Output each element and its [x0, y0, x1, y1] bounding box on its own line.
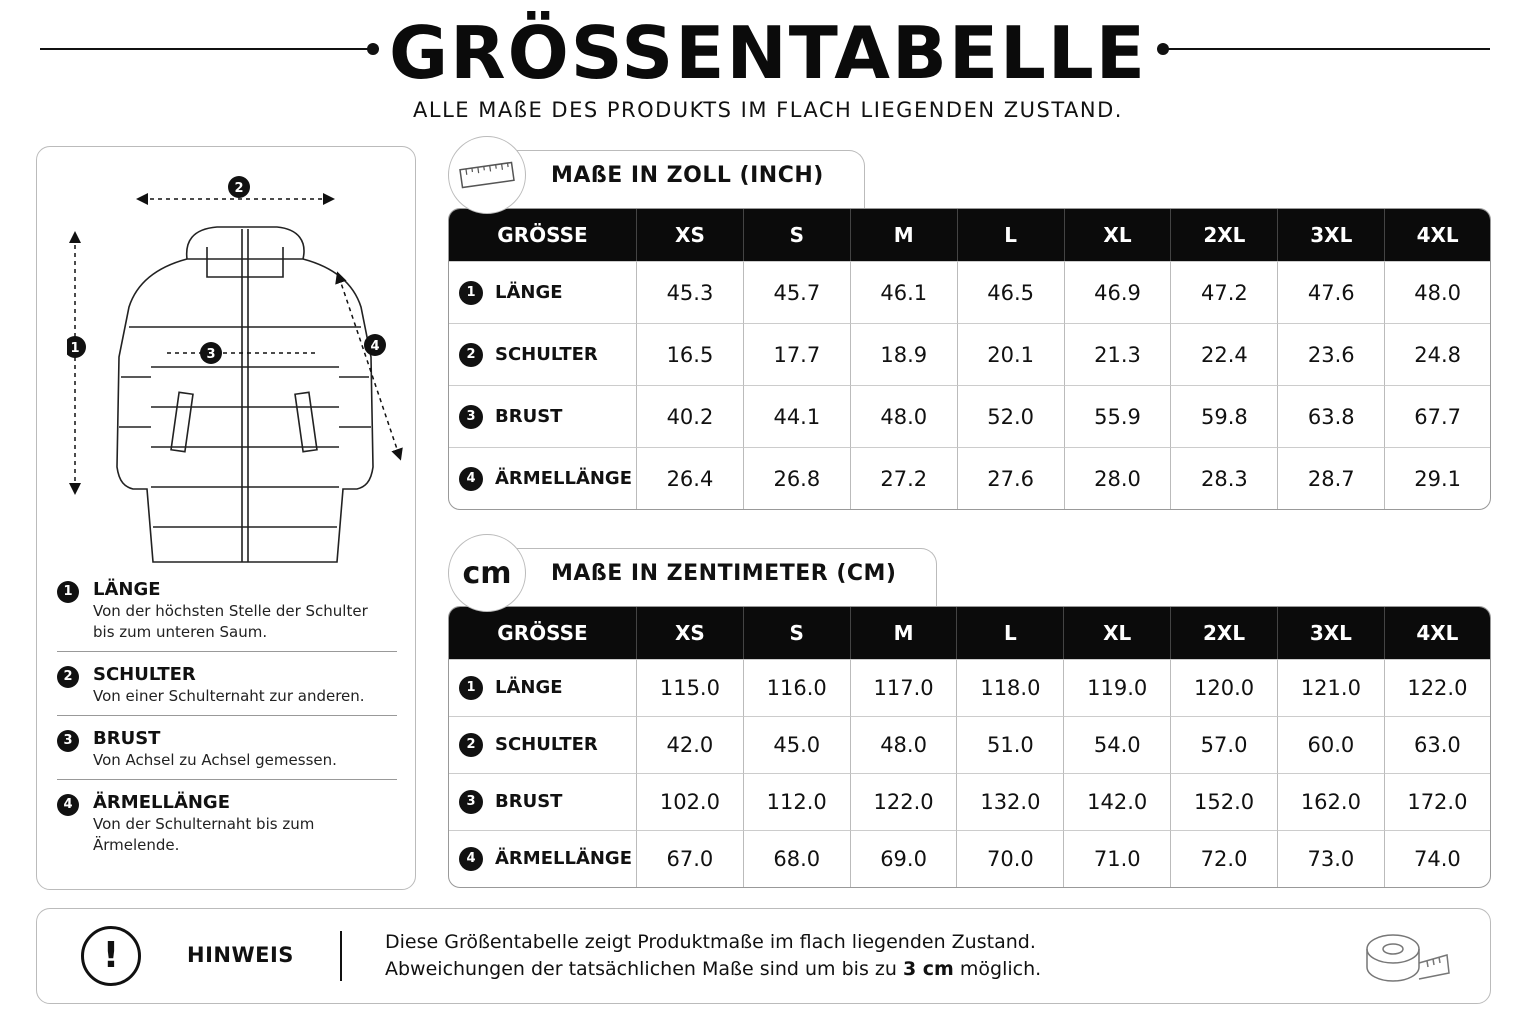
note-text — [385, 929, 1041, 983]
table-cell: 28.0 — [1065, 447, 1172, 509]
legend-item-shoulder — [57, 664, 397, 716]
inch-table-title: MAßE IN ZOLL (INCH) — [490, 150, 865, 210]
table-cell: 26.4 — [637, 447, 744, 509]
table-cell: 29.1 — [1385, 447, 1490, 509]
legend-number: 2 — [57, 666, 79, 688]
column-header: L — [957, 607, 1064, 659]
table-cell: 18.9 — [851, 323, 958, 385]
legend-number: 1 — [57, 581, 79, 603]
jacket-diagram — [67, 167, 407, 587]
table-cell: 45.3 — [637, 261, 744, 323]
table-row — [449, 447, 1490, 509]
table-cell: 52.0 — [958, 385, 1065, 447]
table-cell: 16.5 — [637, 323, 744, 385]
column-header: S — [744, 209, 851, 261]
table-cell: 122.0 — [1385, 659, 1490, 716]
column-header: 3XL — [1278, 607, 1385, 659]
row-name: ÄRMELLÄNGE — [495, 848, 633, 869]
column-header: 2XL — [1171, 607, 1278, 659]
table-cell: 63.8 — [1278, 385, 1385, 447]
column-header: S — [744, 607, 851, 659]
table-cell: 115.0 — [637, 659, 744, 716]
cm-table-section — [448, 548, 1491, 888]
table-cell: 44.1 — [744, 385, 851, 447]
column-header: L — [958, 209, 1065, 261]
table-cell: 119.0 — [1064, 659, 1171, 716]
cm-table-title: MAßE IN ZENTIMETER (CM) — [490, 548, 937, 608]
table-row — [449, 659, 1490, 716]
table-cell: 142.0 — [1064, 773, 1171, 830]
table-cell: 40.2 — [637, 385, 744, 447]
note-line-1: Diese Größentabelle zeigt Produktmaße im flach liegenden Zustand. — [385, 931, 1036, 953]
column-header: GRÖSSE — [449, 607, 637, 659]
legend-title: ÄRMELLÄNGE — [93, 792, 231, 813]
row-number: 3 — [459, 790, 483, 814]
table-cell: 68.0 — [744, 830, 851, 887]
row-label — [449, 716, 637, 773]
row-label — [449, 773, 637, 830]
column-header: 2XL — [1171, 209, 1278, 261]
table-cell: 73.0 — [1278, 830, 1385, 887]
note-box — [36, 908, 1491, 1004]
note-divider — [340, 931, 342, 981]
table-cell: 172.0 — [1385, 773, 1490, 830]
legend-title: LÄNGE — [93, 579, 161, 600]
page-subtitle: ALLE MAßE DES PRODUKTS IM FLACH LIEGENDEN ZUSTAND. — [413, 98, 1123, 122]
table-row — [449, 830, 1490, 887]
table-cell: 48.0 — [1385, 261, 1490, 323]
table-cell: 67.7 — [1385, 385, 1490, 447]
row-number: 4 — [459, 467, 483, 491]
inch-table-section — [448, 150, 1491, 510]
table-cell: 54.0 — [1064, 716, 1171, 773]
row-label — [449, 447, 637, 509]
column-header: 4XL — [1385, 209, 1490, 261]
table-cell: 48.0 — [851, 385, 958, 447]
inch-size-table — [448, 208, 1491, 510]
table-cell: 23.6 — [1278, 323, 1385, 385]
table-cell: 45.0 — [744, 716, 851, 773]
legend-item-sleeve — [57, 792, 397, 864]
table-cell: 132.0 — [957, 773, 1064, 830]
table-cell: 21.3 — [1065, 323, 1172, 385]
table-cell: 51.0 — [957, 716, 1064, 773]
table-cell: 46.1 — [851, 261, 958, 323]
table-cell: 121.0 — [1278, 659, 1385, 716]
row-label — [449, 659, 637, 716]
table-cell: 27.2 — [851, 447, 958, 509]
table-header-row — [449, 607, 1490, 659]
table-cell: 60.0 — [1278, 716, 1385, 773]
table-cell: 55.9 — [1065, 385, 1172, 447]
table-row — [449, 385, 1490, 447]
row-name: BRUST — [495, 791, 563, 812]
row-name: SCHULTER — [495, 343, 598, 365]
legend-description: bis zum unteren Saum. — [93, 623, 268, 641]
table-cell: 28.3 — [1171, 447, 1278, 509]
table-cell: 69.0 — [851, 830, 958, 887]
table-cell: 17.7 — [744, 323, 851, 385]
table-cell: 152.0 — [1171, 773, 1278, 830]
row-label — [449, 323, 637, 385]
legend-item-chest — [57, 728, 397, 780]
table-cell: 63.0 — [1385, 716, 1490, 773]
table-cell: 48.0 — [851, 716, 958, 773]
column-header: 3XL — [1278, 209, 1385, 261]
row-name: ÄRMELLÄNGE — [495, 467, 633, 489]
cm-size-table — [448, 606, 1491, 888]
legend-item-length — [57, 579, 397, 652]
header — [0, 11, 1536, 122]
table-cell: 45.7 — [744, 261, 851, 323]
table-header-row — [449, 209, 1490, 261]
exclamation-icon: ! — [81, 926, 141, 986]
table-cell: 67.0 — [637, 830, 744, 887]
legend-description: Von der höchsten Stelle der Schulter — [93, 602, 368, 620]
row-number: 2 — [459, 733, 483, 757]
table-cell: 122.0 — [851, 773, 958, 830]
ruler-icon — [448, 136, 526, 214]
row-label — [449, 385, 637, 447]
diagram-label-1: 1 — [70, 341, 80, 356]
measurement-legend — [57, 579, 397, 876]
cm-table-header — [448, 548, 1491, 606]
diagram-label-4: 4 — [370, 339, 380, 354]
table-cell: 26.8 — [744, 447, 851, 509]
table-cell: 71.0 — [1064, 830, 1171, 887]
column-header: 4XL — [1385, 607, 1490, 659]
table-cell: 112.0 — [744, 773, 851, 830]
table-cell: 59.8 — [1171, 385, 1278, 447]
legend-description: Ärmelende. — [93, 836, 180, 854]
legend-description: Von einer Schulternaht zur anderen. — [93, 687, 365, 705]
legend-description: Von Achsel zu Achsel gemessen. — [93, 751, 337, 769]
table-cell: 47.6 — [1278, 261, 1385, 323]
column-header: M — [851, 209, 958, 261]
legend-title: SCHULTER — [93, 664, 196, 685]
column-header: XL — [1065, 209, 1172, 261]
table-cell: 162.0 — [1278, 773, 1385, 830]
table-cell: 70.0 — [957, 830, 1064, 887]
table-row — [449, 323, 1490, 385]
table-row — [449, 773, 1490, 830]
legend-number: 3 — [57, 730, 79, 752]
table-cell: 47.2 — [1171, 261, 1278, 323]
note-line-2 — [385, 956, 1041, 983]
row-number: 4 — [459, 847, 483, 871]
row-number: 1 — [459, 281, 483, 305]
row-name: LÄNGE — [495, 677, 563, 698]
row-label — [449, 261, 637, 323]
row-name: SCHULTER — [495, 734, 598, 755]
legend-description: Von der Schulternaht bis zum — [93, 815, 315, 833]
table-cell: 118.0 — [957, 659, 1064, 716]
table-cell: 27.6 — [958, 447, 1065, 509]
table-cell: 46.9 — [1065, 261, 1172, 323]
measuring-tape-icon — [1363, 927, 1453, 987]
table-cell: 24.8 — [1385, 323, 1490, 385]
legend-number: 4 — [57, 794, 79, 816]
table-cell: 74.0 — [1385, 830, 1490, 887]
page-title: GRÖSSENTABELLE — [389, 11, 1147, 95]
column-header: GRÖSSE — [449, 209, 637, 261]
table-cell: 57.0 — [1171, 716, 1278, 773]
measurement-guide-panel — [36, 146, 416, 890]
row-label — [449, 830, 637, 887]
note-line-2-end: möglich. — [953, 958, 1042, 980]
diagram-label-3: 3 — [206, 347, 216, 362]
table-cell: 102.0 — [637, 773, 744, 830]
note-label: HINWEIS — [187, 943, 294, 967]
cm-icon: cm — [448, 534, 526, 612]
note-line-2-start: Abweichungen der tatsächlichen Maße sind um bis zu — [385, 958, 903, 980]
row-number: 3 — [459, 405, 483, 429]
diagram-label-2: 2 — [234, 181, 244, 196]
table-cell: 20.1 — [958, 323, 1065, 385]
row-number: 2 — [459, 343, 483, 367]
column-header: M — [851, 607, 958, 659]
table-row — [449, 261, 1490, 323]
table-cell: 22.4 — [1171, 323, 1278, 385]
column-header: XL — [1064, 607, 1171, 659]
table-cell: 117.0 — [851, 659, 958, 716]
inch-table-header — [448, 150, 1491, 208]
table-cell: 72.0 — [1171, 830, 1278, 887]
column-header: XS — [637, 607, 744, 659]
note-line-2-bold: 3 cm — [902, 958, 954, 980]
row-name: LÄNGE — [495, 281, 563, 303]
legend-title: BRUST — [93, 728, 161, 749]
row-name: BRUST — [495, 405, 563, 427]
table-cell: 46.5 — [958, 261, 1065, 323]
table-cell: 42.0 — [637, 716, 744, 773]
column-header: XS — [637, 209, 744, 261]
table-cell: 28.7 — [1278, 447, 1385, 509]
table-row — [449, 716, 1490, 773]
table-cell: 116.0 — [744, 659, 851, 716]
table-cell: 120.0 — [1171, 659, 1278, 716]
row-number: 1 — [459, 676, 483, 700]
